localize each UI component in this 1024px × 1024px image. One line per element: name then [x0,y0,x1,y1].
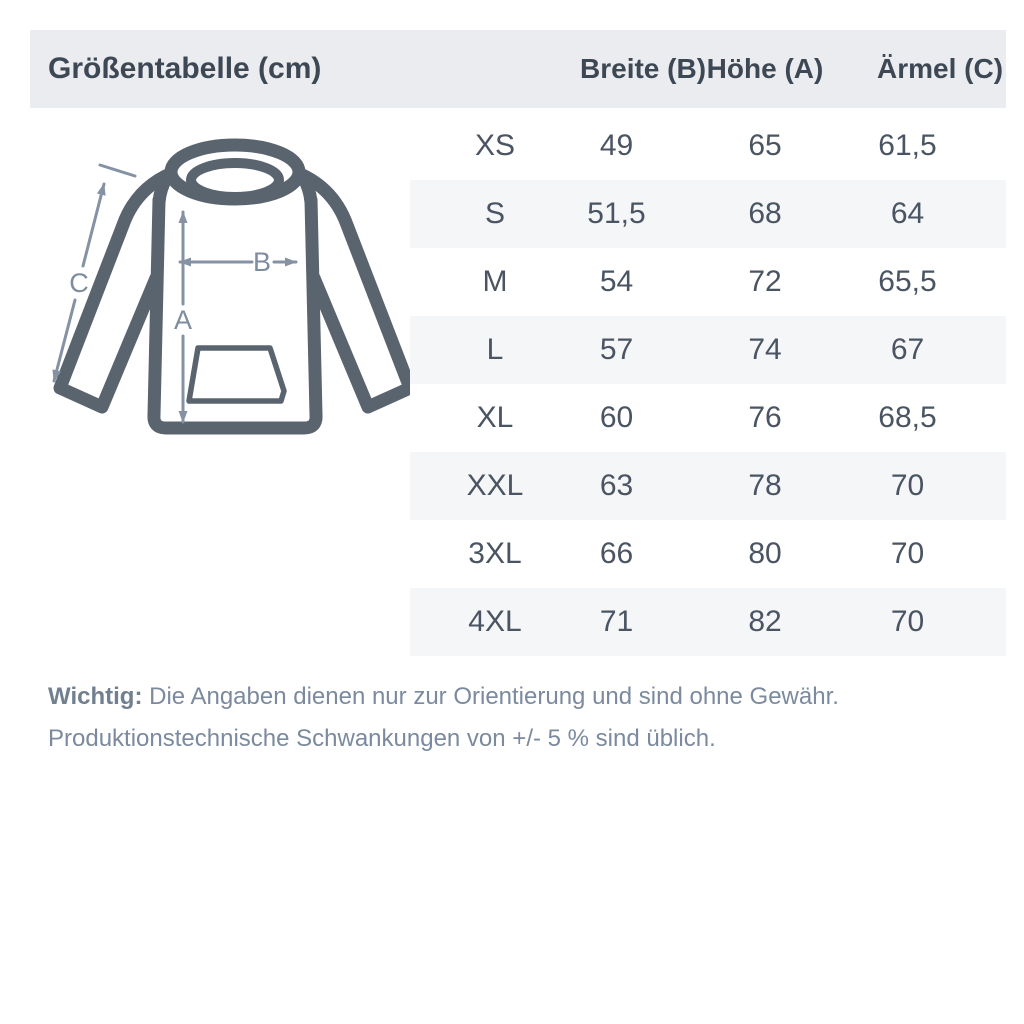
hoehe-cell: 74 [748,333,782,366]
measure-label-c: C [69,268,89,298]
disclaimer-line-1-text: Die Angaben dienen nur zur Orientierung und sind ohne Gewähr. [142,683,839,710]
size-cell: 3XL [468,537,522,570]
table-row-m [410,248,1006,316]
table-row-l [410,316,1006,384]
measure-arrow-b [180,247,296,277]
size-cell: M [482,265,508,298]
disclaimer-label: Wichtig: [48,683,143,710]
hoehe-cell: 65 [748,129,782,162]
measure-label-a: A [173,305,193,335]
size-cell: XXL [466,469,524,502]
size-cell: XL [476,401,514,434]
hoehe-cell: 72 [748,265,782,298]
table-row-xl [410,384,1006,452]
aermel-cell: 68,5 [878,401,937,434]
column-header-hoehe: Höhe (A) [706,53,824,84]
measure-tick-c [100,165,135,176]
hoodie-hood-inner [191,163,279,197]
hoehe-cell: 78 [748,469,782,502]
aermel-cell: 61,5 [878,129,937,162]
hoehe-cell: 80 [748,537,782,570]
column-header-aermel: Ärmel (C) [877,53,1004,84]
breite-cell: 71 [599,605,634,638]
table-row-xxl [410,452,1006,520]
column-header-row [410,30,1006,108]
size-cell: 4XL [468,605,522,638]
aermel-cell: 65,5 [878,265,937,298]
aermel-cell: 70 [890,469,925,502]
table-header-band [30,30,1006,108]
hoehe-cell: 68 [748,197,782,230]
breite-cell: 51,5 [587,197,646,230]
table-row-s [410,180,1006,248]
breite-cell: 60 [599,401,634,434]
hoehe-cell: 76 [748,401,782,434]
table-row-3xl [410,520,1006,588]
size-cell: L [486,333,504,366]
hoehe-cell: 82 [748,605,782,638]
hoodie-pocket [189,348,284,401]
size-table [410,112,1006,656]
aermel-cell: 67 [890,333,925,366]
aermel-cell: 64 [890,197,925,230]
measure-label-b: B [252,247,272,277]
breite-cell: 54 [599,265,634,298]
table-row-xs [410,112,1006,180]
breite-cell: 57 [599,333,634,366]
aermel-cell: 70 [890,605,925,638]
column-header-breite: Breite (B) [580,53,707,84]
breite-cell: 66 [599,537,634,570]
breite-cell: 63 [599,469,634,502]
size-cell: XS [474,129,516,162]
aermel-cell: 70 [890,537,925,570]
disclaimer-text [48,676,988,760]
hoodie-measurement-diagram [30,120,410,460]
chart-title: Größentabelle (cm) [48,52,322,85]
disclaimer-line-2: Produktionstechnische Schwankungen von +/- 5 % sind üblich. [48,725,716,752]
table-row-4xl [410,588,1006,656]
disclaimer-line-1 [48,676,988,718]
breite-cell: 49 [599,129,634,162]
size-cell: S [484,197,505,230]
